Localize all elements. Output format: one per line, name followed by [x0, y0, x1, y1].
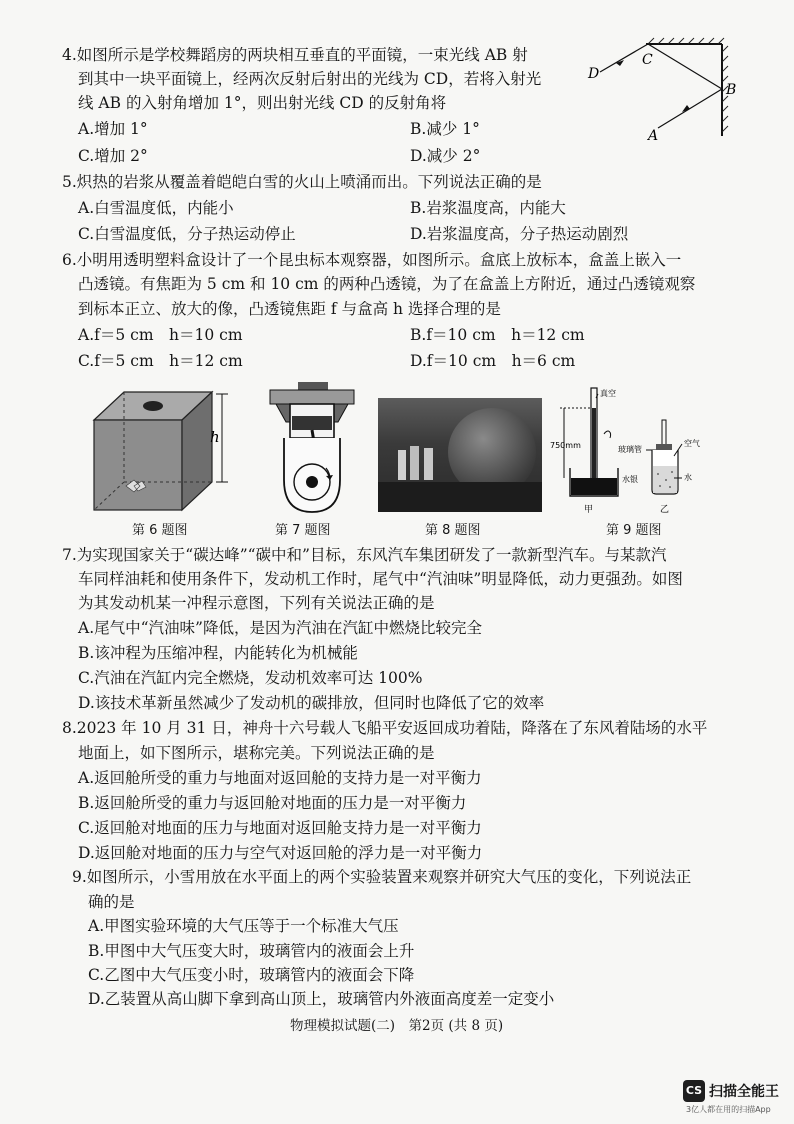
q9-option-d: D.乙装置从高山脚下拿到高山顶上，玻璃管内外液面高度差一定变小: [88, 990, 555, 1008]
camscanner-name: 扫描全能王: [709, 1084, 779, 1100]
fig6-caption: 第 6 题图: [132, 523, 188, 538]
q8-option-a: A.返回舱所受的重力与地面对返回舱的支持力是一对平衡力: [78, 769, 482, 787]
camscanner-tagline: 3亿人都在用的扫描App: [686, 1105, 771, 1114]
q9-option-b: B.甲图中大气压变大时，玻璃管内的液面会上升: [88, 942, 415, 960]
q4-label-d: D: [588, 66, 600, 82]
camscanner-logo: CS: [683, 1080, 705, 1102]
q6-option-b: B.f＝10 cm h＝12 cm: [410, 326, 585, 344]
q7-option-a: A.尾气中“汽油味”降低，是因为汽油在汽缸中燃烧比较完全: [78, 619, 482, 637]
q6-stem-line-2: 凸透镜。有焦距为 5 cm 和 10 cm 的两种凸透镜，为了在盒盖上方附近，通过凸透镜观察: [78, 275, 696, 293]
q8-stem-line-2: 地面上，如下图所示，堪称完美。下列说法正确的是: [78, 744, 435, 762]
fig8-caption: 第 8 题图: [425, 523, 481, 538]
q8-option-c: C.返回舱对地面的压力与地面对返回舱支持力是一对平衡力: [78, 819, 482, 837]
q7-option-b: B.该冲程为压缩冲程，内能转化为机械能: [78, 644, 358, 662]
q4-stem-line-1: 4.如图所示是学校舞蹈房的两块相互垂直的平面镜，一束光线 AB 射: [62, 46, 528, 64]
fig9-label-height: 750mm: [550, 441, 581, 450]
fig9-pressure-apparatus: [550, 386, 726, 516]
fig9-label-tube: 玻璃管: [618, 445, 642, 454]
q4-label-c: C: [642, 52, 653, 68]
q7-option-d: D.该技术革新虽然减少了发动机的碳排放，但同时也降低了它的效率: [78, 694, 545, 712]
q4-label-b: B: [726, 82, 737, 98]
fig9-label-air: 空气: [684, 439, 700, 448]
q9-option-c: C.乙图中大气压变小时，玻璃管内的液面会下降: [88, 966, 415, 984]
q5-option-a: A.白雪温度低，内能小: [78, 199, 234, 217]
q6-stem-line-1: 6.小明用透明塑料盒设计了一个昆虫标本观察器，如图所示。盒底上放标本，盒盖上嵌入一: [62, 251, 682, 269]
fig9-label-vacuum: 真空: [600, 389, 616, 398]
q6-option-d: D.f＝10 cm h＝6 cm: [410, 352, 576, 370]
q8-option-b: B.返回舱所受的重力与返回舱对地面的压力是一对平衡力: [78, 794, 467, 812]
fig6-insect-box: [90, 386, 240, 516]
q6-option-a: A.f＝5 cm h＝10 cm: [78, 326, 243, 344]
q6-option-c: C.f＝5 cm h＝12 cm: [78, 352, 243, 370]
q4-option-b: B.减少 1°: [410, 120, 480, 138]
fig6-label-h: h: [210, 428, 220, 446]
q4-option-d: D.减少 2°: [410, 147, 481, 165]
q7-option-c: C.汽油在汽缸内完全燃烧，发动机效率可达 100%: [78, 669, 423, 687]
fig7-engine-diagram: [262, 380, 362, 520]
fig9-caption: 第 9 题图: [606, 523, 662, 538]
q4-stem-line-3: 线 AB 的入射角增加 1°，则出射光线 CD 的反射角将: [78, 94, 447, 112]
fig9-label-water: 水: [684, 473, 692, 482]
q5-option-d: D.岩浆温度高，分子热运动剧烈: [410, 225, 629, 243]
q8-option-d: D.返回舱对地面的压力与空气对返回舱的浮力是一对平衡力: [78, 844, 483, 862]
q5-option-b: B.岩浆温度高，内能大: [410, 199, 566, 217]
q8-stem-line-1: 8.2023 年 10 月 31 日，神舟十六号载人飞船平安返回成功着陆，降落在了东风着陆场的水平: [62, 719, 708, 737]
q4-mirror-figure: [586, 34, 746, 146]
q5-stem-line-1: 5.炽热的岩浆从覆盖着皑皑白雪的火山上喷涌而出。下列说法正确的是: [62, 173, 542, 191]
fig9-label-yi: 乙: [660, 505, 670, 515]
q9-option-a: A.甲图实验环境的大气压等于一个标准大气压: [88, 917, 399, 935]
q4-option-c: C.增加 2°: [78, 147, 148, 165]
fig8-capsule-photo: [378, 398, 542, 512]
q9-stem-line-2: 确的是: [88, 893, 135, 911]
fig9-label-mercury: 水银: [622, 475, 638, 484]
page-footer: 物理模拟试题(二) 第2页 (共 8 页): [290, 1018, 504, 1034]
q7-stem-line-2: 车同样油耗和使用条件下，发动机工作时，尾气中“汽油味”明显降低，动力更强劲。如图: [78, 570, 683, 588]
q7-stem-line-3: 为其发动机某一冲程示意图，下列有关说法正确的是: [78, 594, 435, 612]
q9-stem-line-1: 9.如图所示，小雪用放在水平面上的两个实验装置来观察并研究大气压的变化，下列说法正: [72, 868, 692, 886]
q4-option-a: A.增加 1°: [78, 120, 148, 138]
q5-option-c: C.白雪温度低，分子热运动停止: [78, 225, 296, 243]
fig9-label-jia: 甲: [584, 505, 594, 515]
q4-stem-line-2: 到其中一块平面镜上，经两次反射后射出的光线为 CD，若将入射光: [78, 70, 542, 88]
fig7-caption: 第 7 题图: [275, 523, 331, 538]
q7-stem-line-1: 7.为实现国家关于“碳达峰”“碳中和”目标，东风汽车集团研发了一款新型汽车。与某款汽: [62, 546, 667, 564]
q6-stem-line-3: 到标本正立、放大的像，凸透镜焦距 f 与盒高 h 选择合理的是: [78, 300, 501, 318]
q4-label-a: A: [648, 128, 659, 144]
